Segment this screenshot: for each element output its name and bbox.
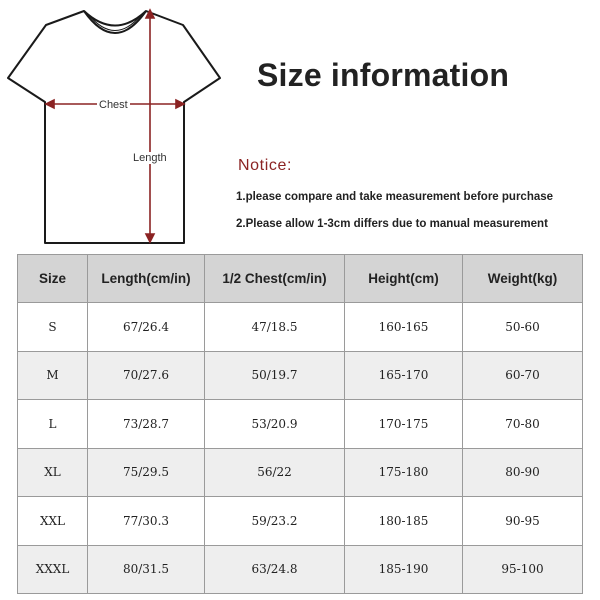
cell-length: 70/27.6 xyxy=(88,351,205,400)
cell-size: L xyxy=(18,400,88,449)
cell-size: XXL xyxy=(18,497,88,546)
cell-length: 80/31.5 xyxy=(88,545,205,594)
cell-height: 180-185 xyxy=(345,497,463,546)
table-row xyxy=(18,351,583,400)
cell-height: 185-190 xyxy=(345,545,463,594)
cell-half-chest: 59/23.2 xyxy=(205,497,345,546)
header-size: Size xyxy=(18,255,88,303)
cell-height: 165-170 xyxy=(345,351,463,400)
cell-length: 77/30.3 xyxy=(88,497,205,546)
cell-height: 160-165 xyxy=(345,303,463,352)
tshirt-outline xyxy=(8,11,220,243)
header-height: Height(cm) xyxy=(345,255,463,303)
tshirt-diagram xyxy=(0,0,235,250)
cell-half-chest: 56/22 xyxy=(205,448,345,497)
cell-half-chest: 50/19.7 xyxy=(205,351,345,400)
page-title: Size information xyxy=(257,57,510,93)
table-row xyxy=(18,448,583,497)
chest-label: Chest xyxy=(99,99,128,111)
cell-half-chest: 53/20.9 xyxy=(205,400,345,449)
notice-line-1: 1.please compare and take measurement before purchase xyxy=(236,191,554,203)
table-row xyxy=(18,400,583,449)
cell-half-chest: 47/18.5 xyxy=(205,303,345,352)
cell-length: 67/26.4 xyxy=(88,303,205,352)
cell-length: 73/28.7 xyxy=(88,400,205,449)
header-weight: Weight(kg) xyxy=(463,255,583,303)
header-length: Length(cm/in) xyxy=(88,255,205,303)
cell-size: S xyxy=(18,303,88,352)
cell-weight: 70-80 xyxy=(463,400,583,449)
table-row xyxy=(18,303,583,352)
notice-line-2: 2.Please allow 1-3cm differs due to manual measurement xyxy=(236,218,548,230)
cell-weight: 80-90 xyxy=(463,448,583,497)
cell-size: XL xyxy=(18,448,88,497)
cell-weight: 90-95 xyxy=(463,497,583,546)
cell-size: XXXL xyxy=(18,545,88,594)
cell-weight: 95-100 xyxy=(463,545,583,594)
notice-heading: Notice: xyxy=(238,157,292,174)
cell-half-chest: 63/24.8 xyxy=(205,545,345,594)
cell-height: 175-180 xyxy=(345,448,463,497)
table-row xyxy=(18,545,583,594)
cell-weight: 50-60 xyxy=(463,303,583,352)
cell-height: 170-175 xyxy=(345,400,463,449)
cell-length: 75/29.5 xyxy=(88,448,205,497)
table-row xyxy=(18,497,583,546)
cell-weight: 60-70 xyxy=(463,351,583,400)
cell-size: M xyxy=(18,351,88,400)
length-label: Length xyxy=(133,152,167,164)
header-half-chest: 1/2 Chest(cm/in) xyxy=(205,255,345,303)
size-chart-table xyxy=(17,254,583,594)
table-header-row xyxy=(18,255,583,303)
